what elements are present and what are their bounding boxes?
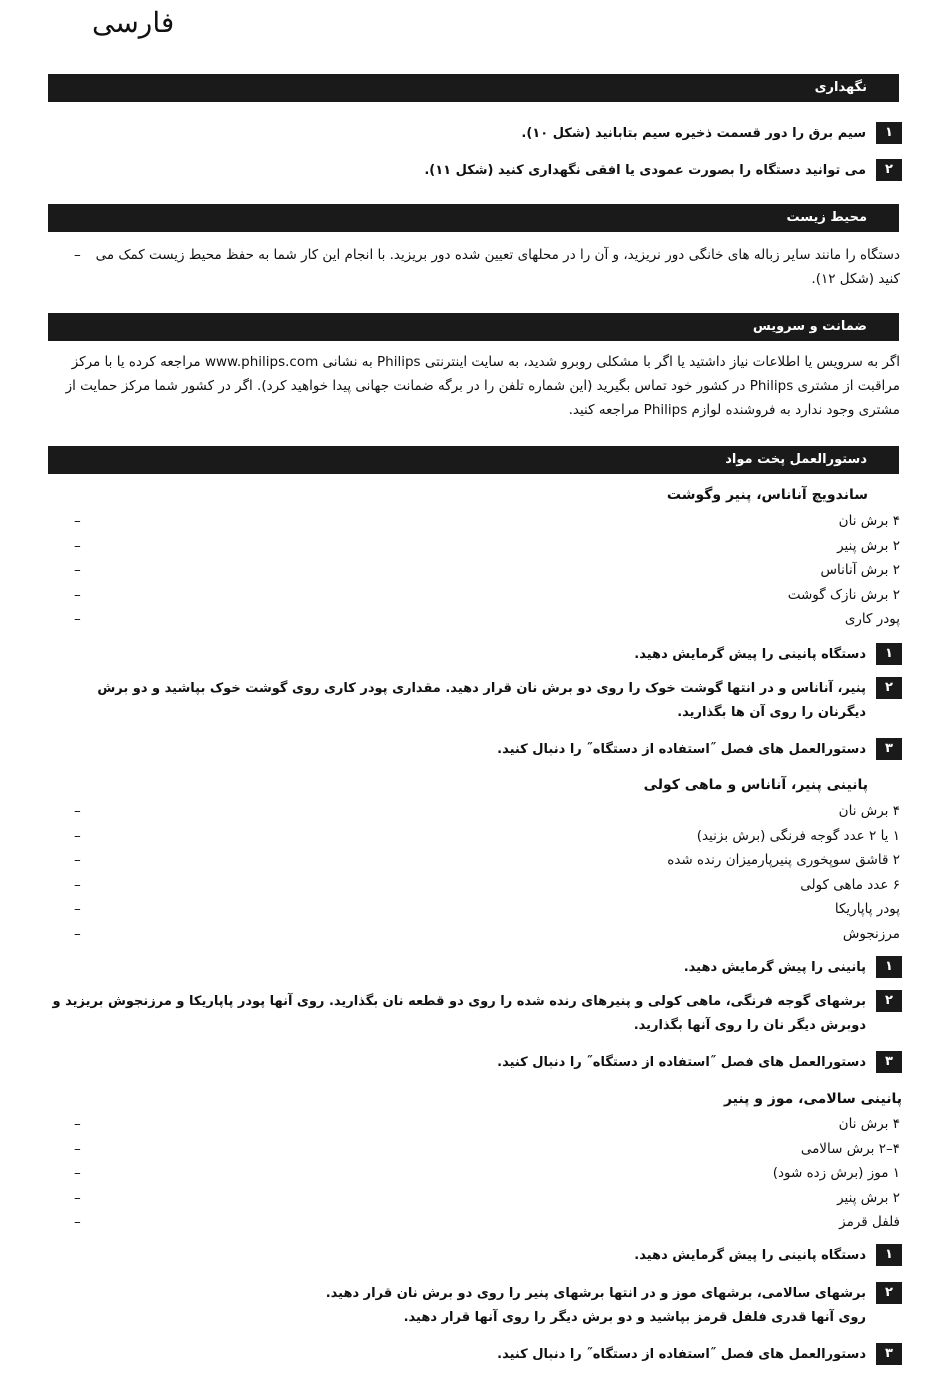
- list-dash: –: [74, 247, 81, 263]
- storage-step-1: [521, 122, 902, 146]
- page-language-title: فارسی: [92, 6, 175, 39]
- list-item: ۱ یا ۲ عدد گوجه فرنگی (برش بزنید) –: [74, 827, 900, 844]
- list-item: پودر کاری –: [74, 611, 900, 627]
- step-number-badge: ۱: [876, 643, 902, 665]
- recipe-3-step-2: [326, 1282, 902, 1330]
- step-text-line-1: برشهای سالامی، برشهای موز و در انتها برشهای پنیر را روی دو برش نان قرار دهید.: [325, 1286, 866, 1301]
- recipe-1-title: ساندویچ آناناس، پنیر وگوشت: [666, 487, 868, 503]
- list-item: مرزنجوش –: [74, 925, 900, 942]
- environment-paragraph: [68, 243, 900, 291]
- step-number-badge: ۳: [876, 1051, 902, 1073]
- environment-text: دستگاه را مانند سایر زباله های خانگی دور نریزید، و آن را در محلهای تعیین شده دور بریزید. با انجام این کار شما به حفظ محیط زیست کمک می کنید (شکل ۱۲).: [95, 247, 900, 287]
- recipe-1-step-1: [634, 643, 902, 667]
- section-storage-header: نگهداری: [48, 74, 899, 102]
- step-number-badge: ۱: [876, 956, 902, 978]
- list-item: ۲ برش پنیر –: [74, 537, 900, 554]
- list-item: فلفل قرمز –: [74, 1214, 900, 1230]
- section-recipes-header: دستورالعمل پخت مواد: [48, 446, 899, 474]
- step-text: [326, 1282, 866, 1330]
- recipe-2-ingredients: [68, 799, 900, 946]
- step-text: سیم برق را دور قسمت ذخیره سیم بتابانید (شکل ۱۰).: [521, 126, 866, 141]
- recipe-3-ingredients: [68, 1112, 900, 1235]
- recipe-2-title: پانینی پنیر، آناناس و ماهی کولی: [643, 777, 868, 793]
- step-number-badge: ۳: [876, 1343, 902, 1365]
- section-guarantee-header: ضمانت و سرویس: [48, 313, 899, 341]
- recipe-1-step-3: [497, 738, 902, 762]
- step-text: دستورالعمل های فصل ˝استفاده از دستگاه˝ را دنبال کنید.: [497, 1055, 866, 1070]
- step-text: پانینی را پیش گرمایش دهید.: [683, 960, 866, 975]
- recipe-1-step-2: [50, 677, 902, 725]
- section-environment-header: محیط زیست: [48, 204, 899, 232]
- step-text: دستگاه پانینی را پیش گرمایش دهید.: [634, 647, 866, 662]
- list-item: ۲ برش نازک گوشت –: [74, 586, 900, 603]
- step-text-line-2: روی آنها قدری فلفل قرمز بپاشید و دو برش دیگر را روی آنها قرار دهید.: [403, 1310, 866, 1325]
- step-number-badge: ۲: [876, 677, 902, 699]
- step-text: دستگاه پانینی را پیش گرمایش دهید.: [634, 1248, 866, 1263]
- step-number-badge: ۱: [876, 122, 902, 144]
- guarantee-paragraph: اگر به سرویس یا اطلاعات نیاز داشتید یا اگر با مشکلی روبرو شدید، به سایت اینترنتی Philips به نشانی www.philips.com مراجعه کرده یا با مرکز مراقبت از مشتری Philips در کشور خود تماس بگیرید (این شماره تلفن را در برگه ضمانت جهانی پیدا خواهید کرد). اگر در کشور شما مرکز حمایت از مشتری وجود ندارد به فروشنده لوازم Philips مراجعه کنید.: [65, 354, 900, 418]
- list-item: ۴–۲ برش سالامی –: [74, 1140, 900, 1157]
- step-text: دستورالعمل های فصل ˝استفاده از دستگاه˝ را دنبال کنید.: [497, 1347, 866, 1362]
- list-item: ۲ برش پنیر –: [74, 1189, 900, 1206]
- recipe-3-title: پانینی سالامی، موز و پنیر: [723, 1091, 902, 1107]
- step-number-badge: ۲: [876, 990, 902, 1012]
- list-item: ۶ عدد ماهی کولی –: [74, 876, 900, 893]
- recipe-2-step-1: [684, 956, 902, 980]
- step-number-badge: ۳: [876, 738, 902, 760]
- step-number-badge: ۲: [876, 1282, 902, 1304]
- recipe-2-step-2: [50, 990, 902, 1038]
- step-text: می توانید دستگاه را بصورت عمودی یا افقی نگهداری کنید (شکل ۱۱).: [424, 163, 866, 178]
- list-item: ۲ قاشق سوپخوری پنیرپارمیزان رنده شده –: [74, 852, 900, 868]
- list-item: ۴ برش نان –: [74, 513, 900, 529]
- list-item: ۲ برش آناناس –: [74, 562, 900, 578]
- list-item: پودر پاپاریکا –: [74, 901, 900, 917]
- recipe-2-step-3: [497, 1051, 902, 1075]
- storage-step-2: [424, 159, 902, 183]
- list-item: ۴ برش نان –: [74, 803, 900, 819]
- list-item: ۱ موز (برش زده شود) –: [74, 1165, 900, 1181]
- step-number-badge: ۲: [876, 159, 902, 181]
- list-item: ۴ برش نان –: [74, 1116, 900, 1132]
- step-text: دستورالعمل های فصل ˝استفاده از دستگاه˝ را دنبال کنید.: [497, 742, 866, 757]
- recipe-3-step-3: [497, 1343, 902, 1367]
- step-text: برشهای گوجه فرنگی، ماهی کولی و پنیرهای رنده شده را روی دو قطعه نان بگذارید. روی آنها پودر پاپاریکا و مرزنجوش بریزید و دوبرش دیگر نان را روی آنها بگذارید.: [52, 994, 866, 1033]
- recipe-3-step-1: [634, 1244, 902, 1268]
- recipe-1-ingredients: [68, 509, 900, 632]
- step-number-badge: ۱: [876, 1244, 902, 1266]
- step-text: پنیر، آناناس و در انتها گوشت خوک را روی دو برش نان قرار دهید. مقداری پودر کاری روی گوشت خوک بپاشید و دو برش دیگرنان را روی آن ها بگذارید.: [97, 681, 866, 720]
